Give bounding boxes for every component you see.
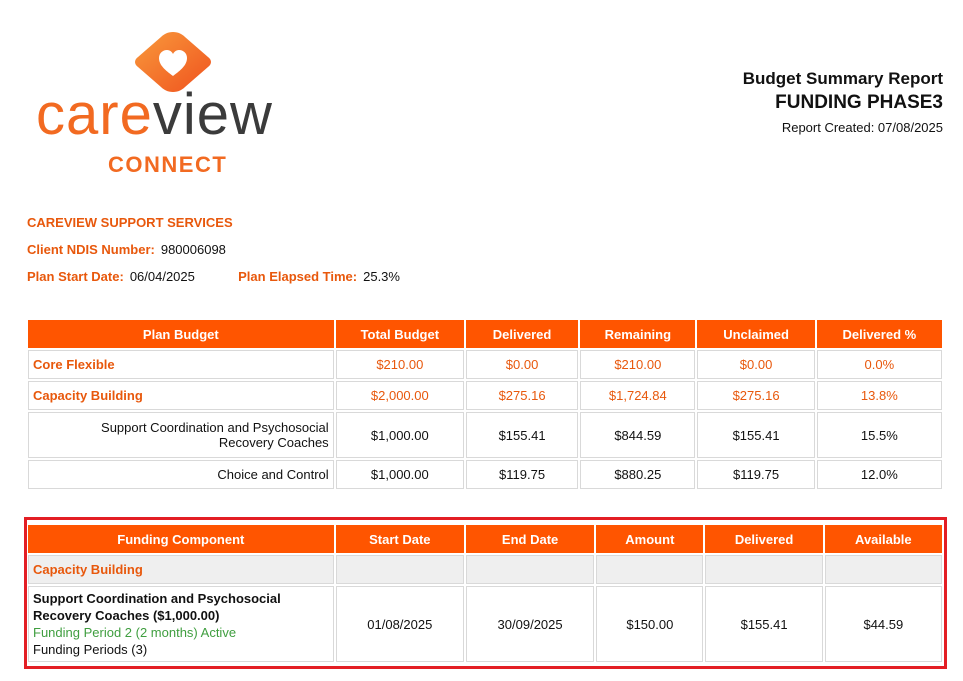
column-header: Delivered % [817, 320, 942, 348]
table-cell: 0.0% [817, 350, 942, 379]
column-header: Delivered [705, 525, 822, 553]
table-cell: $2,000.00 [336, 381, 464, 410]
report-header [743, 68, 943, 138]
table-cell: $44.59 [825, 586, 942, 662]
table-cell: $210.00 [336, 350, 464, 379]
table-header-row [28, 525, 942, 553]
funding-periods-count: Funding Periods (3) [33, 642, 148, 657]
table-cell: $275.16 [697, 381, 814, 410]
table-cell: $880.25 [580, 460, 695, 489]
table-cell: $844.59 [580, 412, 695, 458]
row-label-line: Recovery Coaches [218, 435, 329, 450]
plan-start-label: Plan Start Date: [27, 269, 124, 284]
table-cell: $119.75 [697, 460, 814, 489]
report-phase: FUNDING PHASE3 [775, 92, 943, 113]
component-name: Support Coordination and Psychosocial [33, 591, 281, 606]
client-info [27, 214, 400, 295]
column-header: Delivered [466, 320, 578, 348]
table-cell: $1,000.00 [336, 460, 464, 489]
table-cell: $155.41 [705, 586, 822, 662]
report-title: Budget Summary Report [742, 69, 943, 88]
table-cell: $155.41 [466, 412, 578, 458]
table-row [28, 460, 942, 489]
row-label-line: Support Coordination and Psychosocial [101, 420, 329, 435]
table-row [28, 555, 942, 584]
plan-elapsed-label: Plan Elapsed Time: [238, 269, 358, 284]
org-name: CAREVIEW SUPPORT SERVICES [27, 215, 233, 230]
table-row [28, 350, 942, 379]
careview-connect-logo [36, 28, 311, 180]
table-cell: Core Flexible [28, 350, 334, 379]
table-cell [28, 412, 334, 458]
table-cell: $0.00 [466, 350, 578, 379]
ndis-label: Client NDIS Number: [27, 242, 155, 257]
column-header: Remaining [580, 320, 695, 348]
table-cell [825, 555, 942, 584]
table-cell [336, 555, 464, 584]
column-header: Amount [596, 525, 703, 553]
table-row [28, 381, 942, 410]
table-cell [466, 555, 594, 584]
table-cell: 13.8% [817, 381, 942, 410]
table-cell: $275.16 [466, 381, 578, 410]
table-header-row [28, 320, 942, 348]
column-header: Funding Component [28, 525, 334, 553]
report-created-date: Report Created: 07/08/2025 [781, 120, 943, 135]
column-header: Available [825, 525, 942, 553]
funding-component-table [26, 523, 944, 664]
plan-elapsed-value: 25.3% [363, 269, 400, 284]
table-cell: $150.00 [596, 586, 703, 662]
table-row [28, 412, 942, 458]
plan-budget-table [26, 318, 944, 491]
table-cell: 01/08/2025 [336, 586, 464, 662]
table-cell: $1,000.00 [336, 412, 464, 458]
table-row [28, 586, 942, 662]
funding-period-status: Funding Period 2 (2 months) Active [33, 625, 237, 640]
table-cell [705, 555, 822, 584]
table-cell: $210.00 [580, 350, 695, 379]
table-cell: 12.0% [817, 460, 942, 489]
table-cell: Choice and Control [28, 460, 334, 489]
component-name: Recovery Coaches ($1,000.00) [33, 608, 220, 623]
table-cell: $1,724.84 [580, 381, 695, 410]
table-cell: $119.75 [466, 460, 578, 489]
column-header: Unclaimed [697, 320, 814, 348]
logo-subtitle: CONNECT [108, 152, 228, 177]
table-cell: $155.41 [697, 412, 814, 458]
table-cell: Capacity Building [28, 381, 334, 410]
table-cell: 15.5% [817, 412, 942, 458]
table-cell [28, 586, 334, 662]
ndis-value: 980006098 [160, 242, 226, 257]
table-cell: $0.00 [697, 350, 814, 379]
table-cell [596, 555, 703, 584]
logo-wordmark: careview [36, 82, 273, 147]
plan-start-value: 06/04/2025 [129, 269, 195, 284]
column-header: End Date [466, 525, 594, 553]
column-header: Plan Budget [28, 320, 334, 348]
column-header: Start Date [336, 525, 464, 553]
table-cell: 30/09/2025 [466, 586, 594, 662]
column-header: Total Budget [336, 320, 464, 348]
table-cell: Capacity Building [28, 555, 334, 584]
